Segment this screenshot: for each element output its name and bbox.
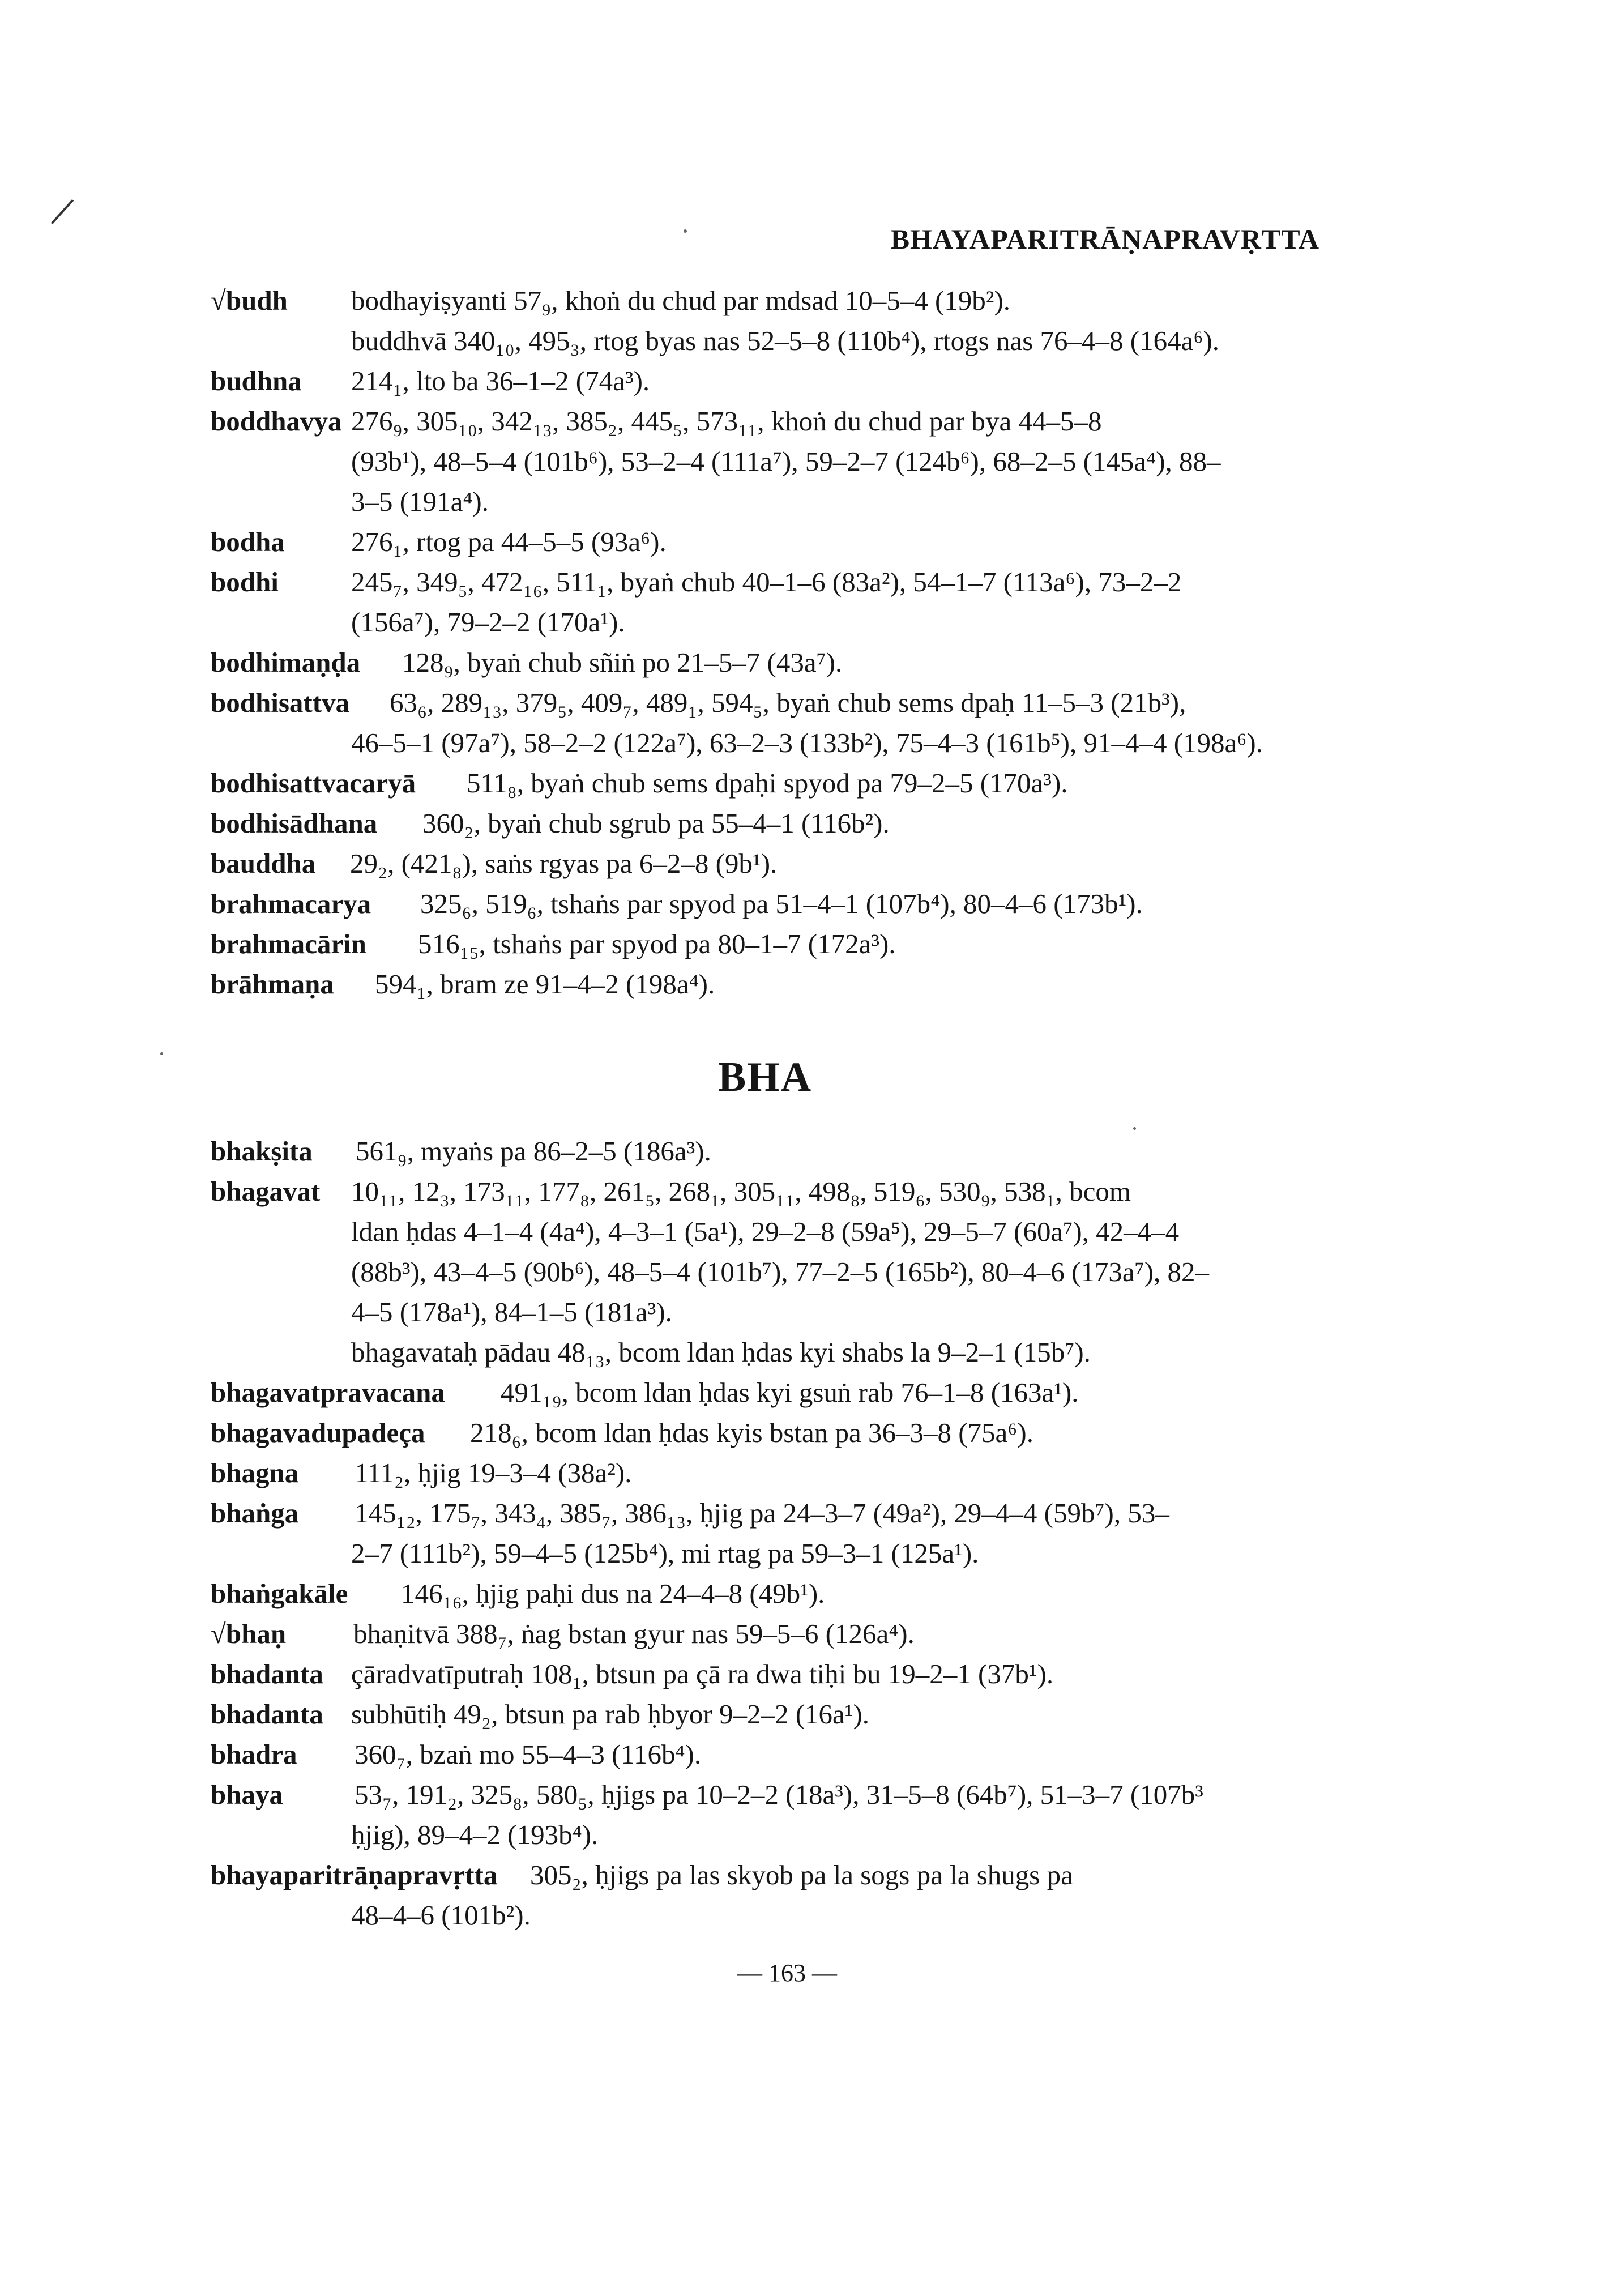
print-speck xyxy=(1133,1127,1136,1130)
headword: bhaya xyxy=(211,1779,284,1810)
entry-line: 276₁, rtog pa 44–5–5 (93a⁶). xyxy=(351,526,667,557)
page-number: — 163 — xyxy=(737,1959,837,1987)
entry-line: 214₁, lto ba 36–1–2 (74a³). xyxy=(351,365,650,396)
entry-line: ldan ḥdas 4–1–4 (4a⁴), 4–3–1 (5a¹), 29–2–8 (59a⁵), 29–5–7 (60a⁷), 42–4–4 xyxy=(351,1216,1180,1247)
entry-line: 48–4–6 (101b²). xyxy=(351,1900,531,1931)
headword: brahmacarya xyxy=(211,888,371,919)
entry-line: (93b¹), 48–5–4 (101b⁶), 53–2–4 (111a⁷), 59–2–7 (124b⁶), 68–2–5 (145a⁴), 88– xyxy=(351,446,1221,477)
entry-bhangakale xyxy=(211,1573,1319,1614)
entry-bodhisadhana xyxy=(211,803,1319,843)
print-speck xyxy=(684,229,687,233)
entry-line: çāradvatīputraḥ 108₁, btsun pa çā ra dwa tiḥi bu 19–2–1 (37b¹). xyxy=(351,1658,1054,1689)
entry-bhadanta-caradvatiputrah xyxy=(211,1654,1319,1694)
entry-line: 594₁, bram ze 91–4–2 (198a⁴). xyxy=(375,968,715,1000)
entry-bhanga xyxy=(211,1493,1319,1569)
entry-bhagavadupadeca xyxy=(211,1412,1319,1453)
headword: bodhi xyxy=(211,566,279,598)
entry-line: 325₆, 519₆, tshaṅs par spyod pa 51–4–1 (107b⁴), 80–4–6 (173b¹). xyxy=(420,888,1143,919)
headword: bodhisattva xyxy=(211,687,350,718)
headword: bhagavadupadeça xyxy=(211,1417,425,1448)
entry-brahmacarin xyxy=(211,924,1319,964)
entry-bodha xyxy=(211,522,1319,562)
headword: brahmacārin xyxy=(211,928,366,959)
entry-bodhisattvacarya xyxy=(211,763,1319,803)
margin-mark xyxy=(51,199,74,224)
entry-line: 305₂, ḥjigs pa las skyob pa la sogs pa la shugs pa xyxy=(530,1859,1073,1890)
entry-line: 511₈, byaṅ chub sems dpaḥi spyod pa 79–2–5 (170a³). xyxy=(467,767,1068,799)
entry-bhagavatpravacana xyxy=(211,1372,1319,1412)
entry-line: subhūtiḥ 49₂, btsun pa rab ḥbyor 9–2–2 (16a¹). xyxy=(351,1698,870,1730)
entry-boddhavya xyxy=(211,401,1319,517)
entry-line: 111₂, ḥjig 19–3–4 (38a²). xyxy=(355,1457,632,1488)
headword: bhadra xyxy=(211,1739,297,1770)
entry-line: 3–5 (191a⁴). xyxy=(351,486,489,517)
entry-line: 360₇, bzaṅ mo 55–4–3 (116b⁴). xyxy=(355,1739,702,1770)
entry-line: bhaṇitvā 388₇, ṅag bstan gyur nas 59–5–6 (126a⁴). xyxy=(353,1618,915,1649)
headword: bhagavatpravacana xyxy=(211,1377,445,1408)
headword: bhagavat xyxy=(211,1176,321,1207)
entry-line: 491₁₉, bcom ldan ḥdas kyi gsuṅ rab 76–1–8 (163a¹). xyxy=(501,1377,1079,1408)
entry-bodhi xyxy=(211,562,1319,638)
entry-line: 10₁₁, 12₃, 173₁₁, 177₈, 261₅, 268₁, 305₁₁, 498₈, 519₆, 530₉, 538₁, bcom xyxy=(351,1176,1131,1207)
entry-budhna xyxy=(211,361,1319,401)
entry-bhan xyxy=(211,1614,1319,1654)
entry-line: (88b³), 43–4–5 (90b⁶), 48–5–4 (101b⁷), 77–2–5 (165b²), 80–4–6 (173a⁷), 82– xyxy=(351,1256,1210,1287)
section-heading: BHA xyxy=(717,1054,813,1100)
entry-line: bodhayiṣyanti 57₉, khoṅ du chud par mdsad 10–5–4 (19b²). xyxy=(351,285,1011,316)
entry-bhagna xyxy=(211,1453,1319,1493)
entry-line: 245₇, 349₅, 472₁₆, 511₁, byaṅ chub 40–1–6 (83a²), 54–1–7 (113a⁶), 73–2–2 xyxy=(351,566,1182,598)
entry-line: 360₂, byaṅ chub sgrub pa 55–4–1 (116b²). xyxy=(422,808,890,839)
entry-brahmana xyxy=(211,964,1319,1004)
entry-line: (156a⁷), 79–2–2 (170a¹). xyxy=(351,607,625,638)
entry-line: 4–5 (178a¹), 84–1–5 (181a³). xyxy=(351,1296,672,1328)
entry-line: 218₆, bcom ldan ḥdas kyis bstan pa 36–3–8 (75a⁶). xyxy=(470,1417,1033,1448)
entry-line: buddhvā 340₁₀, 495₃, rtog byas nas 52–5–8 (110b⁴), rtogs nas 76–4–8 (164a⁶). xyxy=(351,325,1219,356)
headword: √bhaṇ xyxy=(211,1618,287,1649)
entry-bhadanta-subhutih xyxy=(211,1694,1319,1734)
headword: bodhisādhana xyxy=(211,808,378,839)
headword: bhayaparitrāṇapravṛtta xyxy=(211,1859,498,1890)
entry-bauddha xyxy=(211,843,1319,884)
entry-line: 516₁₅, tshaṅs par spyod pa 80–1–7 (172a³). xyxy=(418,928,896,959)
headword: bhaṅga xyxy=(211,1497,299,1529)
headword: bhakṣita xyxy=(211,1136,313,1167)
entry-line: 29₂, (421₈), saṅs rgyas pa 6–2–8 (9b¹). xyxy=(350,848,778,879)
entry-bodhimanda xyxy=(211,642,1319,682)
headword: bauddha xyxy=(211,848,316,879)
headword: bodhimaṇḍa xyxy=(211,647,361,678)
entry-line: 128₉, byaṅ chub sñiṅ po 21–5–7 (43a⁷). xyxy=(402,647,843,678)
entry-bhadra xyxy=(211,1734,1319,1774)
entry-budh xyxy=(211,280,1319,356)
headword: bodhisattvacaryā xyxy=(211,767,416,799)
headword: bodha xyxy=(211,526,285,557)
headword: bhagna xyxy=(211,1457,299,1488)
entry-bodhisattva xyxy=(211,682,1319,758)
entry-bhaksita xyxy=(211,1131,1319,1171)
entry-line: 145₁₂, 175₇, 343₄, 385₇, 386₁₃, ḥjig pa 24–3–7 (49a²), 29–4–4 (59b⁷), 53– xyxy=(355,1497,1169,1529)
headword: bhadanta xyxy=(211,1658,323,1689)
headword: bhadanta xyxy=(211,1698,323,1730)
entry-line: 146₁₆, ḥjig paḥi dus na 24–4–8 (49b¹). xyxy=(401,1578,825,1609)
entry-line: 46–5–1 (97a⁷), 58–2–2 (122a⁷), 63–2–3 (133b²), 75–4–3 (161b⁵), 91–4–4 (198a⁶). xyxy=(351,727,1263,758)
entry-brahmacarya xyxy=(211,884,1319,924)
headword: √budh xyxy=(211,285,288,316)
headword: brāhmaṇa xyxy=(211,968,334,1000)
running-head: BHAYAPARITRĀṆAPRAVṚTTA xyxy=(890,223,1319,255)
entry-line: bhagavataḥ pādau 48₁₃, bcom ldan ḥdas kyi shabs la 9–2–1 (15b⁷). xyxy=(351,1337,1091,1368)
entry-line: 276₉, 305₁₀, 342₁₃, 385₂, 445₅, 573₁₁, khoṅ du chud par bya 44–5–8 xyxy=(351,406,1102,437)
entry-line: 561₉, myaṅs pa 86–2–5 (186a³). xyxy=(356,1136,711,1167)
entry-bhaya xyxy=(211,1774,1319,1850)
headword: bhaṅgakāle xyxy=(211,1578,348,1609)
entry-line: 53₇, 191₂, 325₈, 580₅, ḥjigs pa 10–2–2 (18a³), 31–5–8 (64b⁷), 51–3–7 (107b³ xyxy=(355,1779,1203,1810)
headword: budhna xyxy=(211,365,302,396)
entry-bhayaparitranapravrtta xyxy=(211,1855,1319,1931)
entry-line: 2–7 (111b²), 59–4–5 (125b⁴), mi rtag pa 59–3–1 (125a¹). xyxy=(351,1538,979,1569)
print-speck xyxy=(160,1052,163,1055)
entry-bhagavat xyxy=(211,1171,1319,1368)
entry-line: 63₆, 289₁₃, 379₅, 409₇, 489₁, 594₅, byaṅ chub sems dpaḥ 11–5–3 (21b³), xyxy=(390,687,1186,718)
entry-line: ḥjig), 89–4–2 (193b⁴). xyxy=(351,1819,599,1850)
headword: boddhavya xyxy=(211,406,342,437)
